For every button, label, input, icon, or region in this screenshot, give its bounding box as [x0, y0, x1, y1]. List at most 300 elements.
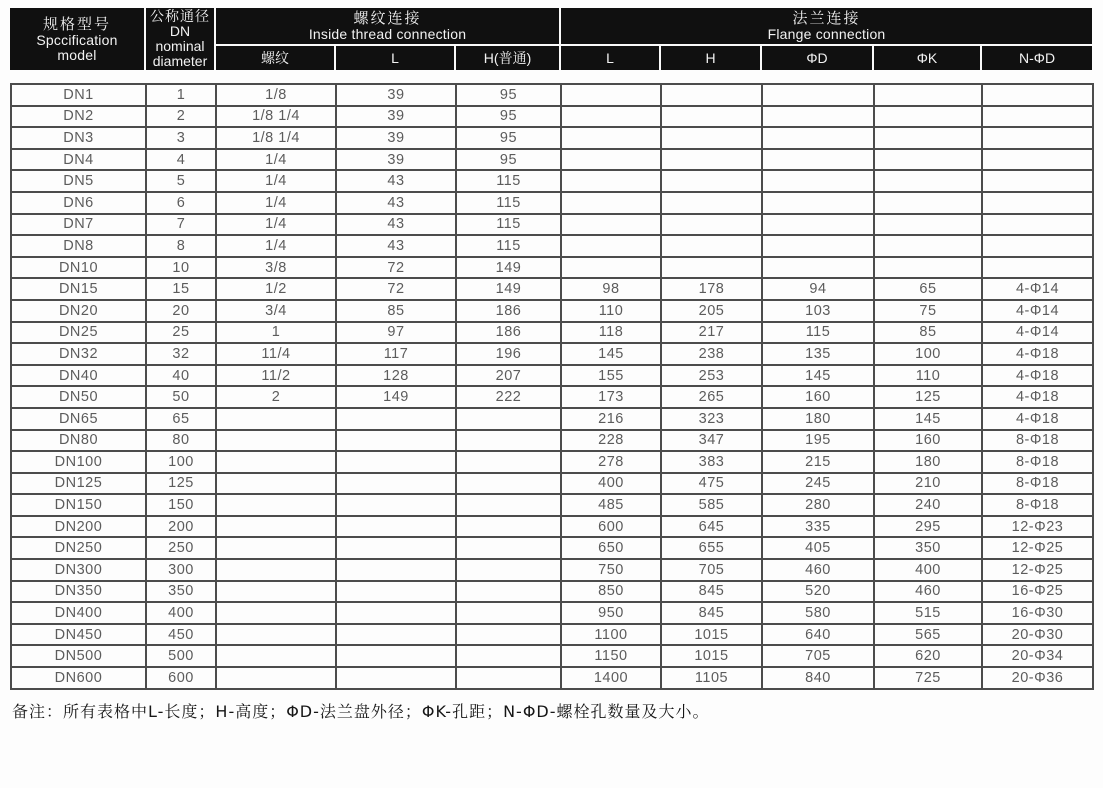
cell-phi-d: 335 — [762, 516, 874, 538]
col-header-thread-h: H(普通) — [455, 45, 560, 70]
cell-n-phi-d: 20-Φ30 — [982, 624, 1093, 646]
cell-flange-l: 1150 — [561, 645, 661, 667]
cell-thread-l: 97 — [336, 322, 456, 344]
cell-flange-l — [561, 84, 661, 106]
cell-n-phi-d — [982, 149, 1093, 171]
cell-dn: 3 — [146, 127, 216, 149]
cell-dn: 450 — [146, 624, 216, 646]
cell-thread: 1 — [216, 322, 336, 344]
cell-thread-l — [336, 408, 456, 430]
cell-model: DN350 — [11, 581, 146, 603]
cell-phi-k — [874, 214, 982, 236]
spec-table-body — [10, 83, 1094, 690]
cell-dn: 40 — [146, 365, 216, 387]
thread-group-label-en: Inside thread connection — [308, 26, 467, 42]
cell-model: DN4 — [11, 149, 146, 171]
table-row — [11, 537, 1093, 559]
col-header-nominal-diameter — [145, 8, 215, 70]
table-row — [11, 559, 1093, 581]
cell-thread-l — [336, 645, 456, 667]
cell-model: DN200 — [11, 516, 146, 538]
cell-flange-h: 845 — [661, 602, 762, 624]
cell-flange-l: 650 — [561, 537, 661, 559]
cell-thread — [216, 408, 336, 430]
cell-phi-d: 215 — [762, 451, 874, 473]
cell-n-phi-d: 4-Φ14 — [982, 300, 1093, 322]
cell-thread-l: 43 — [336, 235, 456, 257]
cell-thread — [216, 602, 336, 624]
cell-phi-k — [874, 235, 982, 257]
cell-dn: 250 — [146, 537, 216, 559]
cell-flange-l: 485 — [561, 494, 661, 516]
cell-thread-l: 85 — [336, 300, 456, 322]
col-header-thread-size: 螺纹 — [215, 45, 335, 70]
spec-table-header — [10, 8, 1092, 70]
cell-thread-l — [336, 537, 456, 559]
cell-n-phi-d: 4-Φ18 — [982, 343, 1093, 365]
cell-phi-k: 620 — [874, 645, 982, 667]
cell-thread: 1/4 — [216, 192, 336, 214]
cell-phi-k: 725 — [874, 667, 982, 689]
cell-flange-h: 323 — [661, 408, 762, 430]
cell-flange-l: 110 — [561, 300, 661, 322]
cell-flange-h — [661, 170, 762, 192]
cell-thread-l: 39 — [336, 106, 456, 128]
cell-dn: 500 — [146, 645, 216, 667]
cell-model: DN250 — [11, 537, 146, 559]
cell-flange-h — [661, 84, 762, 106]
cell-flange-l: 750 — [561, 559, 661, 581]
cell-thread-h: 115 — [456, 192, 561, 214]
cell-phi-d: 180 — [762, 408, 874, 430]
cell-thread-l: 43 — [336, 214, 456, 236]
cell-n-phi-d — [982, 235, 1093, 257]
cell-phi-k — [874, 257, 982, 279]
cell-thread-l — [336, 516, 456, 538]
cell-n-phi-d — [982, 106, 1093, 128]
cell-flange-l: 400 — [561, 473, 661, 495]
cell-n-phi-d: 16-Φ30 — [982, 602, 1093, 624]
cell-flange-h: 265 — [661, 386, 762, 408]
cell-flange-l: 278 — [561, 451, 661, 473]
flange-group-label-zh: 法兰连接 — [792, 10, 861, 27]
cell-n-phi-d: 8-Φ18 — [982, 494, 1093, 516]
cell-thread: 1/8 1/4 — [216, 106, 336, 128]
cell-phi-k: 125 — [874, 386, 982, 408]
cell-model: DN150 — [11, 494, 146, 516]
col-header-flange-h: H — [660, 45, 761, 70]
cell-flange-h — [661, 127, 762, 149]
table-row — [11, 278, 1093, 300]
cell-phi-d: 195 — [762, 430, 874, 452]
cell-flange-h: 1105 — [661, 667, 762, 689]
cell-thread: 1/4 — [216, 235, 336, 257]
cell-phi-d — [762, 214, 874, 236]
cell-thread-h: 115 — [456, 214, 561, 236]
cell-dn: 100 — [146, 451, 216, 473]
cell-model: DN8 — [11, 235, 146, 257]
table-row — [11, 667, 1093, 689]
cell-model: DN3 — [11, 127, 146, 149]
cell-dn: 4 — [146, 149, 216, 171]
cell-flange-h: 347 — [661, 430, 762, 452]
cell-model: DN600 — [11, 667, 146, 689]
cell-dn: 1 — [146, 84, 216, 106]
table-row — [11, 106, 1093, 128]
cell-phi-d — [762, 127, 874, 149]
cell-thread-h — [456, 451, 561, 473]
cell-thread: 1/4 — [216, 149, 336, 171]
cell-n-phi-d — [982, 170, 1093, 192]
cell-thread-h: 149 — [456, 257, 561, 279]
cell-dn: 400 — [146, 602, 216, 624]
cell-thread — [216, 537, 336, 559]
table-row — [11, 430, 1093, 452]
cell-dn: 150 — [146, 494, 216, 516]
cell-flange-h — [661, 214, 762, 236]
cell-model: DN100 — [11, 451, 146, 473]
cell-thread: 1/4 — [216, 170, 336, 192]
col-group-thread-connection — [215, 8, 560, 45]
cell-model: DN32 — [11, 343, 146, 365]
cell-phi-k — [874, 149, 982, 171]
cell-phi-d: 245 — [762, 473, 874, 495]
cell-thread: 1/2 — [216, 278, 336, 300]
cell-thread: 1/8 — [216, 84, 336, 106]
cell-dn: 10 — [146, 257, 216, 279]
cell-thread-h — [456, 537, 561, 559]
cell-dn: 80 — [146, 430, 216, 452]
cell-thread-h — [456, 645, 561, 667]
table-row — [11, 149, 1093, 171]
cell-phi-k: 85 — [874, 322, 982, 344]
cell-dn: 8 — [146, 235, 216, 257]
cell-n-phi-d — [982, 84, 1093, 106]
table-row — [11, 516, 1093, 538]
cell-thread-h — [456, 602, 561, 624]
cell-thread — [216, 667, 336, 689]
cell-dn: 600 — [146, 667, 216, 689]
table-row — [11, 214, 1093, 236]
cell-flange-h — [661, 149, 762, 171]
cell-phi-k: 400 — [874, 559, 982, 581]
cell-flange-h: 845 — [661, 581, 762, 603]
cell-phi-d: 405 — [762, 537, 874, 559]
table-row — [11, 581, 1093, 603]
cell-phi-d — [762, 106, 874, 128]
cell-n-phi-d: 4-Φ18 — [982, 408, 1093, 430]
cell-phi-d: 580 — [762, 602, 874, 624]
table-row — [11, 494, 1093, 516]
table-row — [11, 386, 1093, 408]
cell-dn: 350 — [146, 581, 216, 603]
cell-n-phi-d: 20-Φ34 — [982, 645, 1093, 667]
cell-phi-d: 103 — [762, 300, 874, 322]
cell-dn: 25 — [146, 322, 216, 344]
cell-thread-h: 149 — [456, 278, 561, 300]
cell-thread — [216, 645, 336, 667]
cell-phi-k: 240 — [874, 494, 982, 516]
cell-thread-h: 95 — [456, 106, 561, 128]
cell-phi-d: 115 — [762, 322, 874, 344]
cell-thread-l — [336, 667, 456, 689]
cell-flange-h: 655 — [661, 537, 762, 559]
table-row — [11, 451, 1093, 473]
col-header-spec-model — [10, 8, 145, 70]
cell-flange-h: 1015 — [661, 645, 762, 667]
cell-flange-h: 585 — [661, 494, 762, 516]
cell-phi-d: 145 — [762, 365, 874, 387]
cell-thread: 11/4 — [216, 343, 336, 365]
cell-model: DN25 — [11, 322, 146, 344]
col-header-flange-phi-d: ΦD — [761, 45, 873, 70]
flange-group-label-en: Flange connection — [767, 26, 886, 42]
cell-thread — [216, 451, 336, 473]
cell-dn: 300 — [146, 559, 216, 581]
cell-flange-l: 145 — [561, 343, 661, 365]
cell-model: DN400 — [11, 602, 146, 624]
cell-dn: 200 — [146, 516, 216, 538]
table-row — [11, 84, 1093, 106]
cell-phi-k: 180 — [874, 451, 982, 473]
dn-label-diameter: diameter — [152, 53, 208, 69]
cell-thread: 1/4 — [216, 214, 336, 236]
cell-phi-k: 65 — [874, 278, 982, 300]
cell-thread-l — [336, 581, 456, 603]
cell-model: DN450 — [11, 624, 146, 646]
cell-thread-l: 128 — [336, 365, 456, 387]
cell-n-phi-d — [982, 257, 1093, 279]
cell-thread-l: 39 — [336, 84, 456, 106]
cell-n-phi-d — [982, 127, 1093, 149]
cell-model: DN40 — [11, 365, 146, 387]
cell-thread-h — [456, 408, 561, 430]
cell-flange-l — [561, 106, 661, 128]
spec-model-label-en: Spccification — [36, 31, 118, 48]
cell-flange-l: 118 — [561, 322, 661, 344]
table-row — [11, 235, 1093, 257]
cell-flange-l: 155 — [561, 365, 661, 387]
cell-n-phi-d: 8-Φ18 — [982, 451, 1093, 473]
cell-model: DN300 — [11, 559, 146, 581]
cell-dn: 32 — [146, 343, 216, 365]
cell-phi-k: 145 — [874, 408, 982, 430]
cell-thread-l — [336, 430, 456, 452]
cell-n-phi-d: 4-Φ14 — [982, 278, 1093, 300]
cell-thread-h — [456, 667, 561, 689]
cell-thread-h: 207 — [456, 365, 561, 387]
cell-flange-h: 253 — [661, 365, 762, 387]
cell-phi-k — [874, 127, 982, 149]
cell-phi-k: 460 — [874, 581, 982, 603]
cell-model: DN50 — [11, 386, 146, 408]
cell-flange-h — [661, 257, 762, 279]
cell-phi-k: 210 — [874, 473, 982, 495]
cell-thread — [216, 494, 336, 516]
cell-thread-l — [336, 451, 456, 473]
cell-dn: 6 — [146, 192, 216, 214]
cell-dn: 15 — [146, 278, 216, 300]
cell-thread-l: 43 — [336, 170, 456, 192]
cell-model: DN15 — [11, 278, 146, 300]
cell-dn: 125 — [146, 473, 216, 495]
cell-flange-l — [561, 192, 661, 214]
cell-phi-k: 100 — [874, 343, 982, 365]
cell-n-phi-d — [982, 192, 1093, 214]
col-header-flange-n-phi-d: N-ΦD — [981, 45, 1092, 70]
cell-thread-h: 95 — [456, 84, 561, 106]
spec-model-label-en2: model — [57, 46, 97, 63]
cell-thread-l — [336, 473, 456, 495]
cell-flange-l: 850 — [561, 581, 661, 603]
cell-thread — [216, 559, 336, 581]
table-row — [11, 624, 1093, 646]
cell-thread-l — [336, 624, 456, 646]
cell-flange-l: 98 — [561, 278, 661, 300]
cell-thread-l — [336, 602, 456, 624]
table-row — [11, 170, 1093, 192]
cell-flange-h: 475 — [661, 473, 762, 495]
cell-phi-d: 160 — [762, 386, 874, 408]
cell-flange-l: 1400 — [561, 667, 661, 689]
cell-thread-h: 115 — [456, 170, 561, 192]
table-row — [11, 645, 1093, 667]
cell-thread-h — [456, 581, 561, 603]
cell-thread-l: 39 — [336, 149, 456, 171]
cell-n-phi-d: 4-Φ18 — [982, 386, 1093, 408]
cell-flange-l: 950 — [561, 602, 661, 624]
cell-flange-l — [561, 170, 661, 192]
cell-flange-h: 238 — [661, 343, 762, 365]
cell-phi-d — [762, 170, 874, 192]
cell-thread: 1/8 1/4 — [216, 127, 336, 149]
cell-phi-d — [762, 84, 874, 106]
cell-phi-k — [874, 84, 982, 106]
cell-model: DN80 — [11, 430, 146, 452]
cell-thread-l: 117 — [336, 343, 456, 365]
cell-phi-k: 295 — [874, 516, 982, 538]
cell-model: DN65 — [11, 408, 146, 430]
cell-thread: 3/8 — [216, 257, 336, 279]
cell-thread-h: 186 — [456, 322, 561, 344]
cell-flange-h: 217 — [661, 322, 762, 344]
cell-thread-h: 196 — [456, 343, 561, 365]
cell-phi-d — [762, 192, 874, 214]
cell-flange-h: 1015 — [661, 624, 762, 646]
cell-flange-h — [661, 192, 762, 214]
cell-dn: 5 — [146, 170, 216, 192]
cell-flange-l: 216 — [561, 408, 661, 430]
spec-model-label-zh: 规格型号 — [42, 15, 111, 33]
dn-label-zh: 公称通径 — [150, 8, 210, 24]
cell-flange-l — [561, 214, 661, 236]
cell-thread-h: 115 — [456, 235, 561, 257]
cell-flange-l — [561, 149, 661, 171]
cell-phi-k: 160 — [874, 430, 982, 452]
cell-phi-d: 280 — [762, 494, 874, 516]
cell-model: DN10 — [11, 257, 146, 279]
cell-thread-h: 186 — [456, 300, 561, 322]
cell-flange-h: 383 — [661, 451, 762, 473]
cell-phi-d: 840 — [762, 667, 874, 689]
cell-n-phi-d: 8-Φ18 — [982, 430, 1093, 452]
cell-phi-k: 350 — [874, 537, 982, 559]
cell-thread-l: 72 — [336, 278, 456, 300]
cell-phi-d: 135 — [762, 343, 874, 365]
cell-n-phi-d: 12-Φ25 — [982, 559, 1093, 581]
cell-flange-h: 705 — [661, 559, 762, 581]
cell-phi-k: 565 — [874, 624, 982, 646]
cell-thread — [216, 581, 336, 603]
col-header-thread-l: L — [335, 45, 455, 70]
cell-n-phi-d: 20-Φ36 — [982, 667, 1093, 689]
cell-flange-l: 228 — [561, 430, 661, 452]
cell-flange-l — [561, 127, 661, 149]
cell-dn: 7 — [146, 214, 216, 236]
cell-model: DN1 — [11, 84, 146, 106]
col-header-flange-l: L — [560, 45, 660, 70]
cell-flange-h — [661, 235, 762, 257]
cell-phi-d — [762, 149, 874, 171]
cell-thread-h — [456, 624, 561, 646]
cell-phi-d: 705 — [762, 645, 874, 667]
cell-phi-d — [762, 257, 874, 279]
cell-thread-l: 39 — [336, 127, 456, 149]
dn-label-dn: DN — [169, 23, 191, 39]
cell-model: DN2 — [11, 106, 146, 128]
table-row — [11, 127, 1093, 149]
cell-phi-d: 640 — [762, 624, 874, 646]
table-row — [11, 192, 1093, 214]
cell-n-phi-d: 12-Φ25 — [982, 537, 1093, 559]
cell-dn: 20 — [146, 300, 216, 322]
cell-phi-k — [874, 170, 982, 192]
cell-flange-h: 645 — [661, 516, 762, 538]
cell-phi-d — [762, 235, 874, 257]
cell-thread-h — [456, 516, 561, 538]
cell-dn: 65 — [146, 408, 216, 430]
cell-flange-l: 173 — [561, 386, 661, 408]
dn-label-nominal: nominal — [155, 38, 205, 54]
cell-thread-l — [336, 559, 456, 581]
table-row — [11, 602, 1093, 624]
table-row — [11, 473, 1093, 495]
cell-thread-h — [456, 494, 561, 516]
cell-thread-l: 149 — [336, 386, 456, 408]
cell-flange-h: 205 — [661, 300, 762, 322]
cell-flange-l: 1100 — [561, 624, 661, 646]
cell-thread-h — [456, 430, 561, 452]
cell-thread — [216, 473, 336, 495]
cell-model: DN20 — [11, 300, 146, 322]
cell-flange-l: 600 — [561, 516, 661, 538]
cell-n-phi-d: 12-Φ23 — [982, 516, 1093, 538]
cell-model: DN5 — [11, 170, 146, 192]
cell-thread-h — [456, 559, 561, 581]
cell-flange-h: 178 — [661, 278, 762, 300]
cell-phi-k: 110 — [874, 365, 982, 387]
cell-flange-h — [661, 106, 762, 128]
cell-phi-k — [874, 192, 982, 214]
cell-phi-d: 460 — [762, 559, 874, 581]
cell-model: DN125 — [11, 473, 146, 495]
cell-n-phi-d: 16-Φ25 — [982, 581, 1093, 603]
cell-dn: 2 — [146, 106, 216, 128]
table-row — [11, 365, 1093, 387]
cell-model: DN500 — [11, 645, 146, 667]
cell-model: DN6 — [11, 192, 146, 214]
cell-thread: 11/2 — [216, 365, 336, 387]
